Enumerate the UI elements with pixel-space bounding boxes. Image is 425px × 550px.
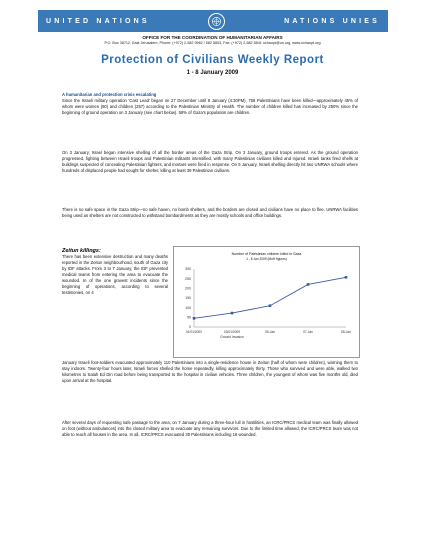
zeitun-continued-paragraph: January Israeli foot-soldiers evacuated approximately 110 Palestinians into a single-residence house in Zeitun (half of whom were children), warning them to stay indoors. Twenty-four hours later, Israeli forces shelled the home repeatedly, killing approximately thirty. Those who survived and were able, walked two kilometres to Salah Ed Din road before being transported to the hospital in civilian vehicles. Three children, the youngest of whom was five months old, died upon arrival at the hospital. xyxy=(62,360,358,383)
y-tick-label: 200 xyxy=(185,286,191,291)
data-point xyxy=(345,276,348,279)
banner-left-label: UNITED NATIONS xyxy=(46,17,150,25)
chart-subtitle: 1 - 8 Jan 2009 (MoH figures) xyxy=(246,257,287,261)
report-title: Protection of Civilians Weekly Report xyxy=(101,54,324,66)
y-tick-label: 150 xyxy=(185,296,191,301)
y-tick-label: 300 xyxy=(185,267,191,272)
y-tick-label: 250 xyxy=(185,276,191,281)
paragraph-2: On 3 January, Israel began intensive shelling of all the border areas of the Gaza Strip. On 3 January, ground troops entered. As the ground operation progressed, fighting between Israeli troops and Palestinian militants intensified, with many Palestinian civilians killed and injured. Israeli tanks fired shells at buildings suspected of concealing Palestinian fighters, and mortars were fired in response. On 5 January, Israeli shelling directly hit two UNRWA schools where hundreds of displaced people had sought for shelter, killing at least 39 Palestinian civilians. xyxy=(62,150,358,173)
x-axis-caption: Ground Invasion xyxy=(220,335,244,339)
paragraph-5: After several days of requesting safe passage to the area, on 7 January during a three-hour lull in hostilities, an ICRC/PRCS medical team was finally allowed on foot (without ambulances) into the closed military area to evacuate any remaining survivors. Due to the limited time allowed, the ICRC/PRCS team was not able to reach all houses in the area. In all, ICRC/PRCS evacuated 30 Palestinians including 18 wounded. xyxy=(62,420,358,437)
data-point xyxy=(307,283,310,286)
zeitun-side-column xyxy=(62,248,168,296)
intro-paragraph xyxy=(62,92,358,116)
x-tick-label: 08-Jan xyxy=(341,330,351,334)
y-tick-label: 50 xyxy=(187,315,191,320)
data-point xyxy=(193,317,196,320)
series-line xyxy=(194,277,346,318)
chart-plot xyxy=(174,247,359,357)
office-address: P.O. Box 38712, East Jerusalem, Phone: (+972) 2-582 9962 / 582 5853, Fax: (+972) 2-582 5841 ochaopt@un.org, www.ochaopt.org xyxy=(104,41,321,45)
paragraph-3: There is no safe space in the Gaza Strip—no safe haven, no bomb shelters, and the borders are closed and civilians have no place to flee. UNRWA facilities being used as shelters are not constructed to withstand bombardments as they are mostly schools and office buildings. xyxy=(62,207,358,218)
x-tick-label: 01/01/2000 xyxy=(186,330,202,334)
report-dates: 1 - 8 January 2009 xyxy=(186,70,239,76)
un-emblem-icon xyxy=(208,13,225,30)
intro-heading: A humanitarian and protection crisis escalating xyxy=(62,92,157,97)
un-header-banner xyxy=(38,10,388,32)
x-tick-label: 05-Jan xyxy=(265,330,275,334)
y-tick-label: 100 xyxy=(185,305,191,310)
zeitun-heading: Zeitun killings: xyxy=(62,248,101,254)
intro-text: Since the Israeli military operation 'Cast Lead' began on 27 December until 8 January (4:30PM), 758 Palestinians have been killed—approximately 45% of whom were women (60) and children (257) according to the Palestinian Ministry of Health. The number of children killed has increased by 250% since the beginning of ground operation on 3 January (see chart below). 58% of Gaza's population are children. xyxy=(62,98,358,115)
office-name: OFFICE FOR THE COORDINATION OF HUMANITARIAN AFFAIRS xyxy=(142,35,283,40)
chart-title: Number of Palestinian children killed in Gaza xyxy=(231,252,302,256)
y-tick-label: 0 xyxy=(189,325,191,330)
data-point xyxy=(231,312,234,315)
x-tick-label: 07-Jan xyxy=(303,330,313,334)
children-killed-chart xyxy=(173,246,360,358)
banner-right-label: NATIONS UNIES xyxy=(284,17,380,25)
zeitun-side-text: There has been extensive destruction and many deaths reported in the Zeitun neighbourhood, south of Gaza city by IDF attacks. From 3 to 7 January, the IDF prevented medical teams from entering the area to evacuate the wounded. In of the one gravest incidents since the beginning of operations, according to several testimonies, on 4 xyxy=(62,254,168,295)
x-tick-label: 03/01/2009 xyxy=(224,330,240,334)
data-point xyxy=(269,304,272,307)
